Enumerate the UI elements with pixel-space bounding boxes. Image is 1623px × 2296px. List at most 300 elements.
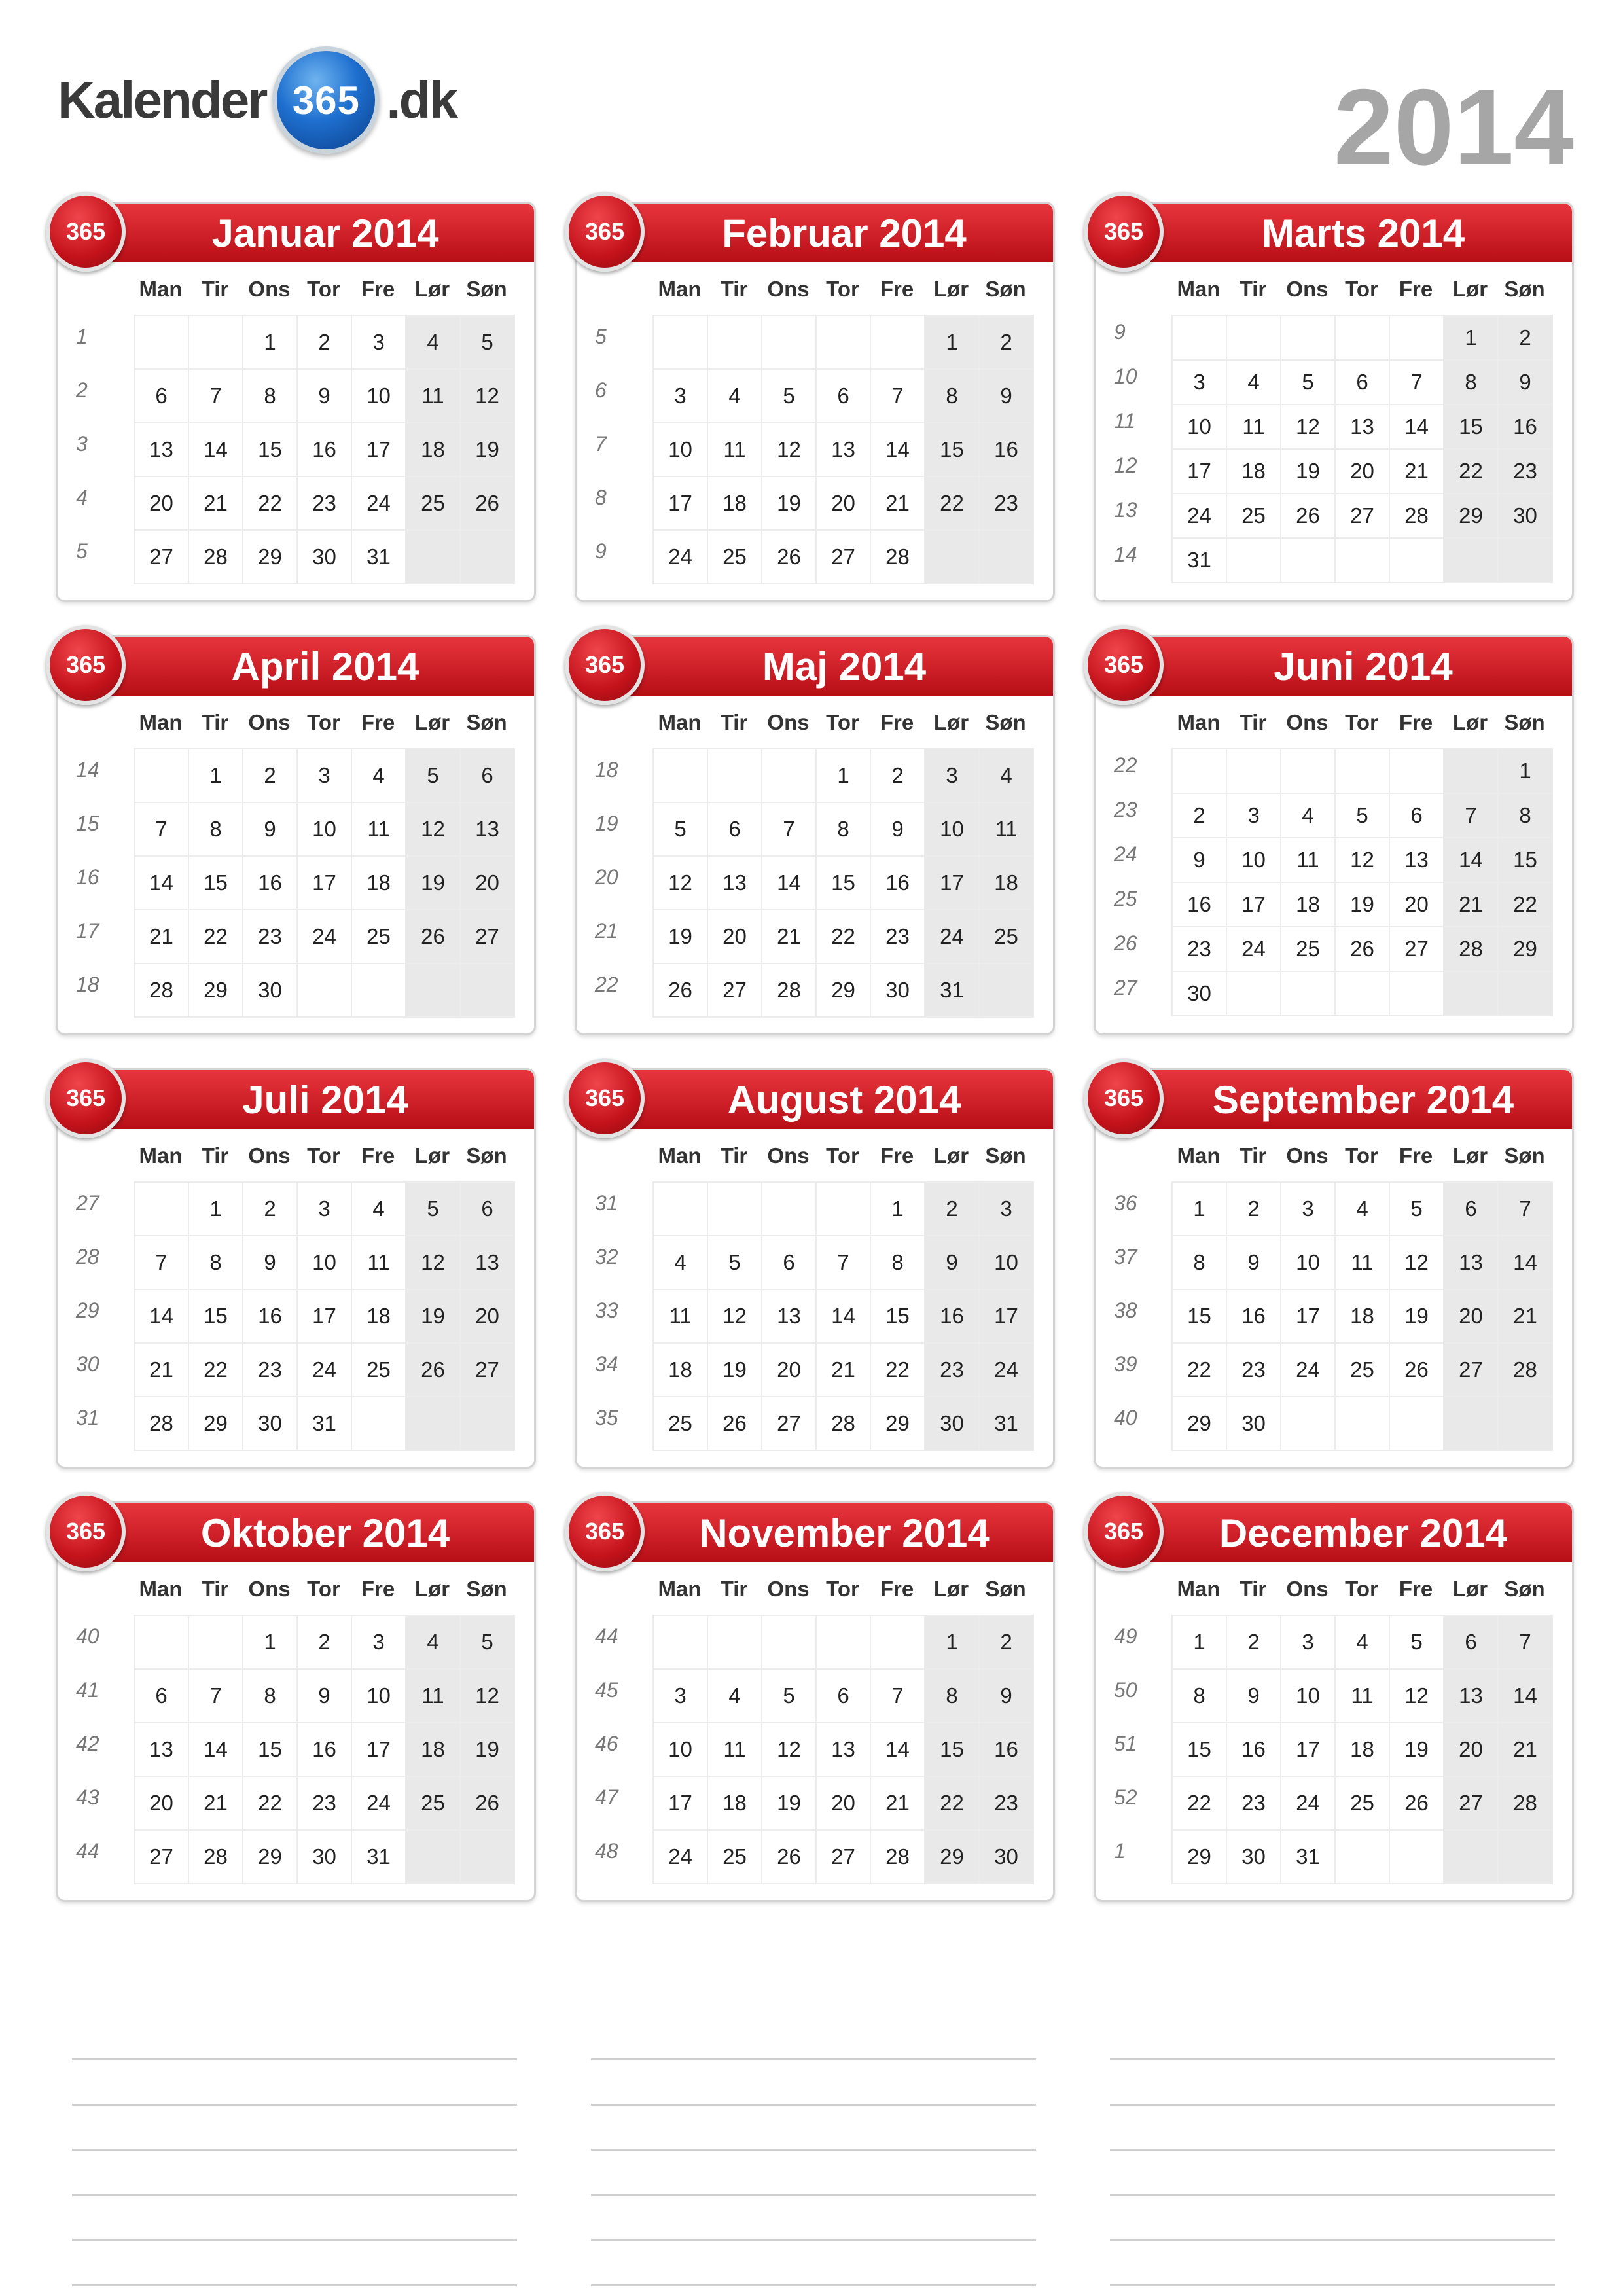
week-number: 48 bbox=[595, 1839, 618, 1863]
week-number: 44 bbox=[76, 1839, 99, 1863]
day-cell: 25 bbox=[1281, 927, 1335, 971]
weekday-label: Lør bbox=[1452, 1577, 1488, 1601]
day-cell: 22 bbox=[925, 476, 979, 530]
day-cell bbox=[460, 1830, 514, 1884]
day-cell: 20 bbox=[1335, 449, 1389, 493]
day-cell: 23 bbox=[297, 476, 351, 530]
weekday-label: Man bbox=[139, 710, 183, 734]
day-cell: 14 bbox=[762, 856, 816, 910]
weekday-header bbox=[134, 710, 514, 735]
weekday-label: Man bbox=[1177, 277, 1221, 301]
day-cell: 18 bbox=[653, 1343, 707, 1397]
day-cell: 9 bbox=[979, 369, 1033, 423]
day-cell: 3 bbox=[1281, 1182, 1335, 1236]
day-cell: 16 bbox=[297, 423, 351, 476]
day-cell: 11 bbox=[1335, 1669, 1389, 1723]
week-number: 29 bbox=[76, 1299, 99, 1322]
day-cell: 27 bbox=[460, 910, 514, 963]
day-cell: 26 bbox=[762, 530, 816, 584]
day-cell: 19 bbox=[460, 1723, 514, 1776]
badge-365-icon: 365 bbox=[46, 625, 126, 705]
day-cell: 31 bbox=[1172, 538, 1226, 583]
day-cell: 15 bbox=[1498, 838, 1552, 882]
day-cell: 10 bbox=[1226, 838, 1281, 882]
day-cell: 30 bbox=[1498, 493, 1552, 538]
badge-365-icon: 365 bbox=[46, 192, 126, 272]
day-cell: 10 bbox=[1281, 1669, 1335, 1723]
day-cell: 30 bbox=[243, 1397, 297, 1450]
day-cell: 23 bbox=[243, 910, 297, 963]
day-cell: 13 bbox=[816, 423, 870, 476]
day-cell: 16 bbox=[870, 856, 925, 910]
weekday-label: Søn bbox=[985, 1143, 1026, 1168]
day-cell: 11 bbox=[707, 423, 762, 476]
day-cell bbox=[406, 530, 460, 584]
day-cell: 4 bbox=[406, 315, 460, 369]
day-cell: 1 bbox=[188, 749, 243, 802]
day-cell bbox=[979, 963, 1033, 1017]
month-card bbox=[56, 635, 536, 1035]
day-cell bbox=[707, 1182, 762, 1236]
week-number: 49 bbox=[1114, 1624, 1137, 1648]
weekday-label: Tor bbox=[826, 1143, 859, 1168]
weekday-header bbox=[652, 1143, 1033, 1168]
weekday-label: Tor bbox=[307, 1143, 340, 1168]
day-cell: 24 bbox=[351, 476, 406, 530]
day-cell: 17 bbox=[351, 1723, 406, 1776]
day-cell: 16 bbox=[925, 1289, 979, 1343]
day-cell: 12 bbox=[762, 423, 816, 476]
day-cell: 23 bbox=[979, 476, 1033, 530]
day-cell: 13 bbox=[134, 423, 188, 476]
day-cell: 27 bbox=[460, 1343, 514, 1397]
day-cell: 6 bbox=[1335, 360, 1389, 404]
day-cell bbox=[1335, 315, 1389, 360]
day-cell: 21 bbox=[188, 476, 243, 530]
week-number: 10 bbox=[1114, 365, 1137, 388]
day-cell: 5 bbox=[762, 369, 816, 423]
day-cell: 28 bbox=[134, 1397, 188, 1450]
day-cell: 9 bbox=[297, 1669, 351, 1723]
day-cell: 4 bbox=[979, 749, 1033, 802]
weekday-label: Tor bbox=[826, 1577, 859, 1601]
day-cell: 19 bbox=[406, 1289, 460, 1343]
day-grid bbox=[652, 315, 1034, 584]
day-cell: 28 bbox=[188, 530, 243, 584]
day-cell: 3 bbox=[1281, 1615, 1335, 1669]
day-cell: 20 bbox=[134, 476, 188, 530]
week-number: 4 bbox=[76, 486, 88, 509]
day-cell: 24 bbox=[653, 530, 707, 584]
weekday-label: Lør bbox=[933, 1577, 969, 1601]
day-cell: 19 bbox=[1281, 449, 1335, 493]
day-cell bbox=[1389, 1830, 1444, 1884]
day-cell: 17 bbox=[979, 1289, 1033, 1343]
week-number: 50 bbox=[1114, 1678, 1137, 1702]
day-grid bbox=[652, 1615, 1034, 1884]
day-cell: 13 bbox=[460, 1236, 514, 1289]
week-number: 9 bbox=[595, 539, 607, 563]
day-cell: 4 bbox=[351, 1182, 406, 1236]
day-cell: 28 bbox=[1389, 493, 1444, 538]
day-cell: 29 bbox=[1444, 493, 1498, 538]
logo-text-left: Kalender bbox=[58, 71, 266, 129]
month-card bbox=[1094, 1068, 1574, 1469]
weekday-label: Man bbox=[139, 1143, 183, 1168]
day-cell: 27 bbox=[134, 530, 188, 584]
weekday-label: Lør bbox=[414, 277, 450, 301]
month-card bbox=[575, 635, 1055, 1035]
day-cell bbox=[653, 749, 707, 802]
day-cell: 7 bbox=[762, 802, 816, 856]
day-cell: 24 bbox=[297, 1343, 351, 1397]
day-cell: 4 bbox=[351, 749, 406, 802]
day-cell: 2 bbox=[870, 749, 925, 802]
day-cell: 1 bbox=[1172, 1615, 1226, 1669]
weekday-label: Tir bbox=[1239, 710, 1267, 734]
day-cell: 21 bbox=[1444, 882, 1498, 927]
day-cell: 22 bbox=[870, 1343, 925, 1397]
page-year: 2014 bbox=[1333, 67, 1574, 187]
day-cell: 6 bbox=[816, 1669, 870, 1723]
day-cell: 5 bbox=[1335, 793, 1389, 838]
week-number: 40 bbox=[76, 1624, 99, 1648]
day-cell: 27 bbox=[1389, 927, 1444, 971]
month-card bbox=[1094, 1501, 1574, 1902]
day-cell: 10 bbox=[925, 802, 979, 856]
weekday-label: Lør bbox=[414, 710, 450, 734]
day-cell bbox=[188, 1615, 243, 1669]
weekday-label: Man bbox=[1177, 1577, 1221, 1601]
weekday-label: Man bbox=[658, 710, 702, 734]
day-cell: 17 bbox=[1172, 449, 1226, 493]
weekday-label: Ons bbox=[767, 1577, 810, 1601]
weekday-label: Lør bbox=[933, 1143, 969, 1168]
weekday-label: Søn bbox=[985, 710, 1026, 734]
day-cell: 1 bbox=[925, 1615, 979, 1669]
day-cell: 21 bbox=[134, 1343, 188, 1397]
day-cell: 11 bbox=[351, 1236, 406, 1289]
day-cell: 28 bbox=[134, 963, 188, 1017]
day-cell bbox=[653, 315, 707, 369]
day-cell: 17 bbox=[1281, 1723, 1335, 1776]
day-cell: 12 bbox=[460, 1669, 514, 1723]
day-cell bbox=[1498, 538, 1552, 583]
day-cell: 28 bbox=[762, 963, 816, 1017]
day-cell: 10 bbox=[297, 1236, 351, 1289]
weekday-header bbox=[134, 1577, 514, 1602]
day-cell: 9 bbox=[925, 1236, 979, 1289]
day-cell: 1 bbox=[816, 749, 870, 802]
week-number: 43 bbox=[76, 1785, 99, 1809]
day-cell: 17 bbox=[1226, 882, 1281, 927]
day-cell: 15 bbox=[870, 1289, 925, 1343]
weekday-label: Lør bbox=[1452, 710, 1488, 734]
day-cell: 29 bbox=[870, 1397, 925, 1450]
day-cell: 25 bbox=[1335, 1776, 1389, 1830]
week-number: 36 bbox=[1114, 1191, 1137, 1215]
day-cell: 8 bbox=[188, 1236, 243, 1289]
day-cell: 23 bbox=[870, 910, 925, 963]
day-cell: 4 bbox=[1335, 1615, 1389, 1669]
weekday-label: Ons bbox=[1286, 277, 1329, 301]
day-cell: 1 bbox=[1444, 315, 1498, 360]
day-cell: 4 bbox=[406, 1615, 460, 1669]
day-cell: 30 bbox=[979, 1830, 1033, 1884]
weekday-label: Ons bbox=[1286, 710, 1329, 734]
day-grid bbox=[134, 315, 515, 584]
day-cell: 19 bbox=[460, 423, 514, 476]
day-cell: 12 bbox=[1335, 838, 1389, 882]
day-grid bbox=[134, 1181, 515, 1451]
day-cell: 21 bbox=[134, 910, 188, 963]
day-cell bbox=[1444, 971, 1498, 1016]
day-cell: 8 bbox=[243, 1669, 297, 1723]
week-number: 19 bbox=[595, 812, 618, 835]
badge-365-icon: 365 bbox=[565, 192, 645, 272]
day-cell: 11 bbox=[351, 802, 406, 856]
day-cell: 6 bbox=[1444, 1182, 1498, 1236]
week-number: 9 bbox=[1114, 320, 1126, 344]
month-title: Juni 2014 bbox=[1141, 637, 1572, 696]
week-number: 7 bbox=[595, 432, 607, 456]
week-number: 33 bbox=[595, 1299, 618, 1322]
day-cell: 6 bbox=[1444, 1615, 1498, 1669]
day-cell: 13 bbox=[762, 1289, 816, 1343]
weekday-label: Ons bbox=[248, 710, 291, 734]
day-cell: 18 bbox=[1281, 882, 1335, 927]
day-cell: 25 bbox=[351, 1343, 406, 1397]
day-cell: 17 bbox=[653, 1776, 707, 1830]
day-cell: 26 bbox=[653, 963, 707, 1017]
day-cell: 5 bbox=[762, 1669, 816, 1723]
day-cell: 24 bbox=[1226, 927, 1281, 971]
day-cell: 5 bbox=[1389, 1615, 1444, 1669]
weekday-label: Tor bbox=[1345, 1143, 1378, 1168]
weekday-label: Lør bbox=[414, 1143, 450, 1168]
day-cell: 2 bbox=[1498, 315, 1552, 360]
weekday-label: Søn bbox=[466, 1577, 507, 1601]
day-cell: 27 bbox=[134, 1830, 188, 1884]
day-cell: 12 bbox=[1281, 404, 1335, 449]
day-cell: 23 bbox=[1226, 1343, 1281, 1397]
day-cell: 18 bbox=[351, 856, 406, 910]
day-cell: 11 bbox=[707, 1723, 762, 1776]
month-card bbox=[1094, 635, 1574, 1035]
day-cell: 2 bbox=[1172, 793, 1226, 838]
weekday-label: Søn bbox=[466, 710, 507, 734]
month-title: August 2014 bbox=[622, 1070, 1053, 1129]
day-cell bbox=[1444, 538, 1498, 583]
week-number: 18 bbox=[76, 973, 99, 996]
day-cell bbox=[1389, 315, 1444, 360]
day-cell bbox=[1335, 1397, 1389, 1450]
day-cell: 15 bbox=[925, 423, 979, 476]
day-cell bbox=[870, 315, 925, 369]
day-cell: 26 bbox=[406, 1343, 460, 1397]
day-cell: 5 bbox=[653, 802, 707, 856]
day-cell: 10 bbox=[1281, 1236, 1335, 1289]
day-cell: 3 bbox=[925, 749, 979, 802]
weekday-label: Tir bbox=[720, 277, 748, 301]
day-cell: 3 bbox=[351, 315, 406, 369]
day-cell: 26 bbox=[762, 1830, 816, 1884]
day-cell: 31 bbox=[979, 1397, 1033, 1450]
day-cell: 26 bbox=[707, 1397, 762, 1450]
day-cell: 20 bbox=[460, 1289, 514, 1343]
logo-text-right: .dk bbox=[386, 71, 456, 129]
day-cell bbox=[1226, 315, 1281, 360]
week-number: 31 bbox=[595, 1191, 618, 1215]
day-cell: 7 bbox=[1498, 1615, 1552, 1669]
weekday-label: Søn bbox=[1504, 277, 1545, 301]
day-cell: 23 bbox=[1498, 449, 1552, 493]
weekday-label: Tir bbox=[201, 277, 229, 301]
weekday-label: Man bbox=[1177, 710, 1221, 734]
day-cell: 8 bbox=[925, 1669, 979, 1723]
day-cell: 10 bbox=[351, 1669, 406, 1723]
day-cell: 29 bbox=[925, 1830, 979, 1884]
day-cell: 25 bbox=[406, 476, 460, 530]
day-cell: 2 bbox=[979, 315, 1033, 369]
weekday-label: Tor bbox=[307, 710, 340, 734]
day-cell: 18 bbox=[1226, 449, 1281, 493]
week-number: 35 bbox=[595, 1406, 618, 1429]
weekday-label: Søn bbox=[1504, 1143, 1545, 1168]
weekday-label: Søn bbox=[1504, 1577, 1545, 1601]
day-cell: 6 bbox=[134, 369, 188, 423]
day-cell: 29 bbox=[1172, 1397, 1226, 1450]
weekday-label: Lør bbox=[1452, 1143, 1488, 1168]
day-cell bbox=[925, 530, 979, 584]
week-number: 14 bbox=[76, 758, 99, 781]
day-cell: 9 bbox=[1226, 1669, 1281, 1723]
day-cell: 12 bbox=[406, 1236, 460, 1289]
day-cell: 29 bbox=[243, 1830, 297, 1884]
day-cell: 30 bbox=[243, 963, 297, 1017]
month-card bbox=[575, 1501, 1055, 1902]
logo-365-icon: 365 bbox=[272, 46, 380, 154]
day-cell: 7 bbox=[188, 1669, 243, 1723]
week-number: 18 bbox=[595, 758, 618, 781]
week-number: 32 bbox=[595, 1245, 618, 1268]
day-cell: 16 bbox=[979, 1723, 1033, 1776]
day-cell: 11 bbox=[1335, 1236, 1389, 1289]
day-cell: 9 bbox=[297, 369, 351, 423]
badge-365-icon: 365 bbox=[46, 1058, 126, 1138]
day-cell: 28 bbox=[1444, 927, 1498, 971]
day-cell: 26 bbox=[1389, 1776, 1444, 1830]
weekday-label: Fre bbox=[880, 710, 914, 734]
day-cell bbox=[870, 1615, 925, 1669]
month-title: December 2014 bbox=[1141, 1503, 1572, 1562]
weekday-label: Fre bbox=[361, 1143, 395, 1168]
weekday-label: Tir bbox=[201, 710, 229, 734]
day-cell: 29 bbox=[1498, 927, 1552, 971]
day-cell: 27 bbox=[816, 530, 870, 584]
site-logo bbox=[58, 45, 456, 156]
weekday-label: Fre bbox=[361, 277, 395, 301]
weekday-label: Tir bbox=[1239, 1143, 1267, 1168]
weekday-label: Tir bbox=[201, 1143, 229, 1168]
day-cell bbox=[1444, 749, 1498, 793]
day-cell: 16 bbox=[979, 423, 1033, 476]
day-cell: 8 bbox=[870, 1236, 925, 1289]
week-number: 38 bbox=[1114, 1299, 1137, 1322]
day-cell: 7 bbox=[1444, 793, 1498, 838]
day-cell: 1 bbox=[1172, 1182, 1226, 1236]
weekday-label: Tor bbox=[1345, 1577, 1378, 1601]
day-cell: 21 bbox=[1498, 1723, 1552, 1776]
day-grid bbox=[652, 748, 1034, 1018]
day-cell: 11 bbox=[1281, 838, 1335, 882]
day-cell bbox=[1335, 971, 1389, 1016]
day-cell: 25 bbox=[707, 1830, 762, 1884]
day-cell bbox=[1335, 538, 1389, 583]
day-cell: 11 bbox=[406, 369, 460, 423]
week-number: 15 bbox=[76, 812, 99, 835]
weekday-label: Søn bbox=[466, 1143, 507, 1168]
day-cell: 9 bbox=[1226, 1236, 1281, 1289]
day-cell: 9 bbox=[243, 802, 297, 856]
day-cell: 2 bbox=[297, 1615, 351, 1669]
day-cell bbox=[1444, 1830, 1498, 1884]
day-cell: 8 bbox=[1444, 360, 1498, 404]
week-number: 40 bbox=[1114, 1406, 1137, 1429]
day-cell: 19 bbox=[762, 476, 816, 530]
day-cell: 14 bbox=[134, 1289, 188, 1343]
day-cell: 25 bbox=[351, 910, 406, 963]
weekday-label: Fre bbox=[880, 1143, 914, 1168]
day-cell: 13 bbox=[460, 802, 514, 856]
weekday-label: Lør bbox=[1452, 277, 1488, 301]
day-grid bbox=[134, 748, 515, 1018]
week-number: 44 bbox=[595, 1624, 618, 1648]
day-cell: 17 bbox=[653, 476, 707, 530]
day-cell bbox=[1281, 749, 1335, 793]
weekday-header bbox=[1171, 1577, 1552, 1602]
weekday-label: Man bbox=[1177, 1143, 1221, 1168]
day-cell: 4 bbox=[653, 1236, 707, 1289]
month-title: Maj 2014 bbox=[622, 637, 1053, 696]
day-cell: 23 bbox=[1172, 927, 1226, 971]
day-cell bbox=[1498, 971, 1552, 1016]
weekday-label: Tir bbox=[201, 1577, 229, 1601]
day-cell: 3 bbox=[653, 369, 707, 423]
week-number: 46 bbox=[595, 1732, 618, 1755]
weekday-label: Ons bbox=[1286, 1577, 1329, 1601]
day-cell: 5 bbox=[707, 1236, 762, 1289]
day-cell: 27 bbox=[1444, 1776, 1498, 1830]
day-cell bbox=[1172, 315, 1226, 360]
day-cell: 18 bbox=[1335, 1723, 1389, 1776]
badge-365-icon: 365 bbox=[565, 1492, 645, 1571]
weekday-label: Man bbox=[139, 1577, 183, 1601]
day-cell bbox=[707, 749, 762, 802]
day-cell: 22 bbox=[188, 1343, 243, 1397]
weekday-label: Tor bbox=[307, 1577, 340, 1601]
week-number: 16 bbox=[76, 865, 99, 889]
week-number: 20 bbox=[595, 865, 618, 889]
week-number: 26 bbox=[1114, 931, 1137, 955]
day-cell: 2 bbox=[979, 1615, 1033, 1669]
day-cell: 26 bbox=[1389, 1343, 1444, 1397]
day-cell: 20 bbox=[816, 476, 870, 530]
day-cell: 14 bbox=[870, 423, 925, 476]
day-cell bbox=[762, 1182, 816, 1236]
day-cell: 17 bbox=[297, 856, 351, 910]
day-cell: 6 bbox=[1389, 793, 1444, 838]
